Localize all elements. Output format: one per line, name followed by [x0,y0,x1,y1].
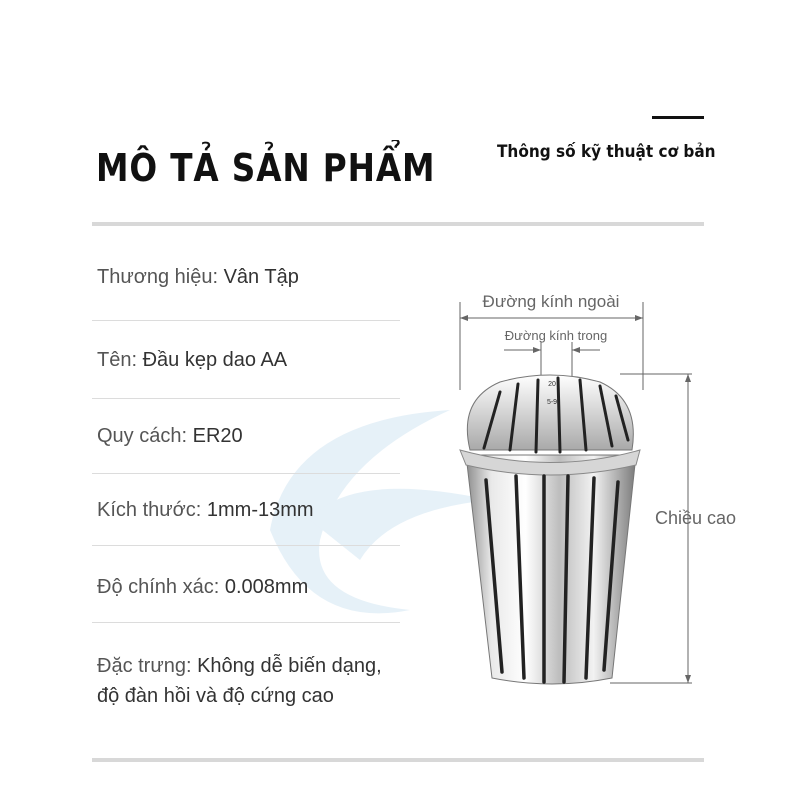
spec-name [97,345,287,375]
spec-label: Đặc trưng: [97,655,192,677]
row-divider [92,320,400,321]
spec-value-line2: độ đàn hồi và độ cứng cao [97,685,334,707]
spec-label: Độ chính xác: [97,576,220,598]
spec-value: ER20 [192,425,243,447]
header-divider [92,222,704,226]
spec-feature [97,651,382,711]
outer-diameter-label: Đường kính ngoài [482,292,620,311]
row-divider [92,545,400,546]
row-divider [92,398,400,399]
spec-label: Quy cách: [97,425,188,447]
spec-value: 0.008mm [224,576,309,598]
height-label: Chiều cao [655,508,737,528]
spec-value: Vân Tập [223,266,299,288]
spec-label: Tên: [97,349,138,371]
page-subtitle: Thông số kỹ thuật cơ bản [497,142,716,162]
spec-value: 1mm-13mm [206,499,314,521]
spec-model [97,421,243,451]
collet-marking-range: 5-9 [546,399,558,406]
footer-divider [92,758,704,762]
inner-diameter-label: Đường kính trong [504,328,608,343]
collet-marking-size: 20 [548,381,556,388]
row-divider [92,622,400,623]
row-divider [92,473,400,474]
collet-diagram [440,280,760,700]
page-title: MÔ TẢ SẢN PHẨM [96,146,436,190]
spec-value: Đầu kẹp dao AA [142,349,288,371]
spec-size [97,495,314,525]
spec-precision [97,572,308,602]
spec-label: Thương hiệu: [97,266,219,288]
spec-label: Kích thước: [97,499,202,521]
spec-value: Không dễ biến dạng, [197,655,382,677]
subtitle-accent-bar [652,116,704,119]
spec-brand [97,262,299,292]
